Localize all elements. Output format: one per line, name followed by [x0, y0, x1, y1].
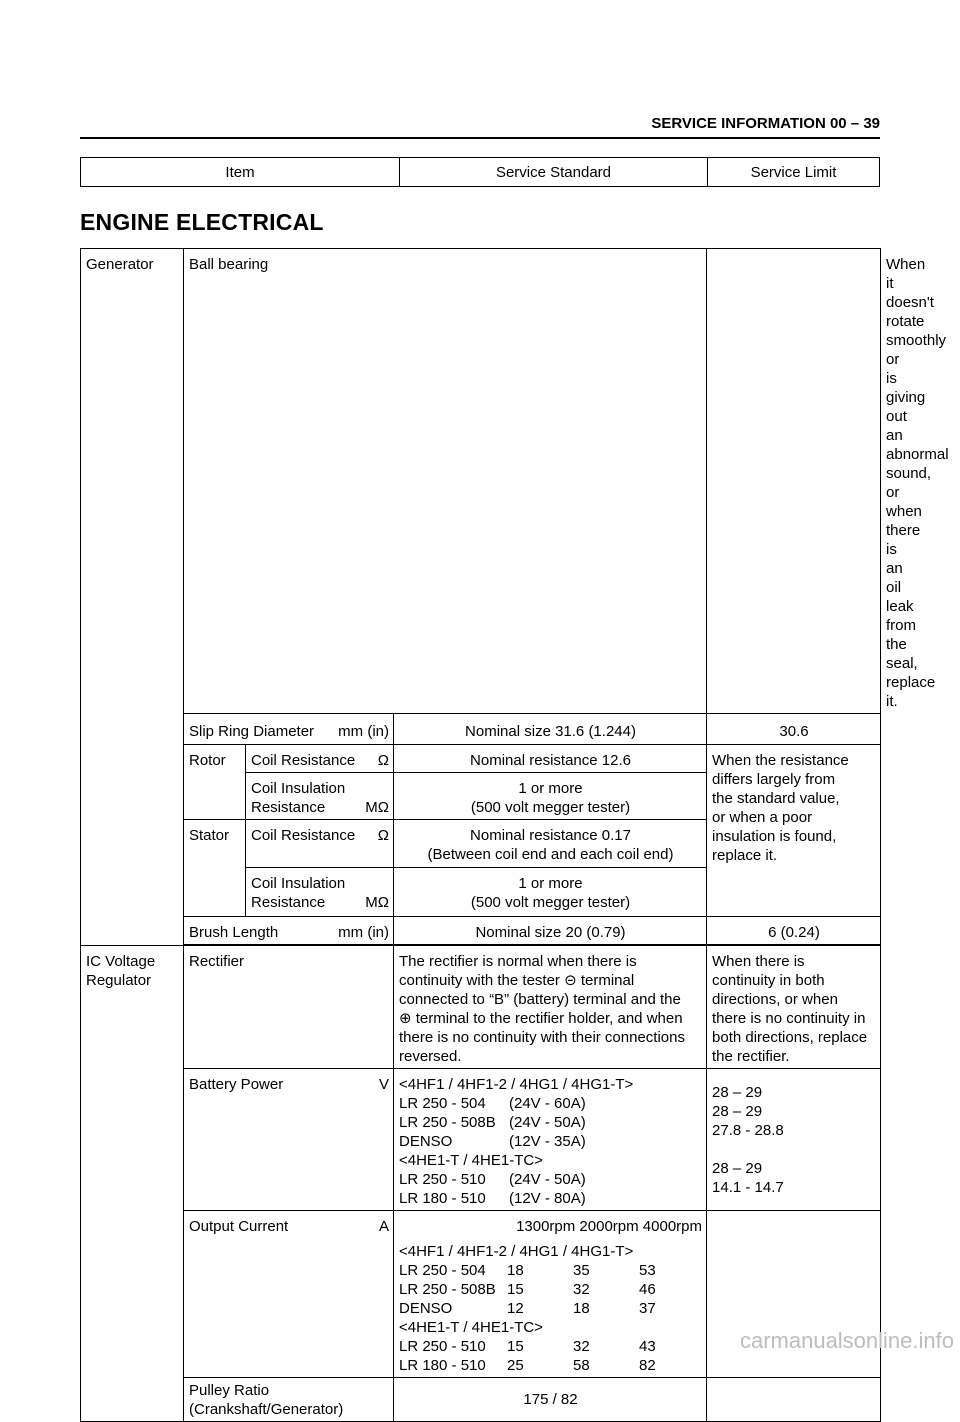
- resistance-limit: When the resistance differs largely from the standard value, or when a poor insulation is found, replace it.: [707, 745, 881, 917]
- header-rule: [80, 137, 880, 139]
- stator-coil-ins-item: Coil Insulation Resistance MΩ: [246, 868, 394, 917]
- output-standard: 1300rpm 2000rpm 4000rpm <4HF1 / 4HF1-2 / 4HG1 / 4HG1-T> LR 250 - 504 18 35 53 LR 250 - 508B 15 32 46 DENSO 12 18 37 <4HE1-T / 4HE1-TC> LR 250 - 510 15 32 43 LR 180 - 510 25 58 82: [394, 1211, 707, 1378]
- spec-table: [80, 248, 949, 1422]
- generator-label: Generator: [81, 249, 184, 946]
- col-item-header: Item: [81, 158, 400, 187]
- brush-item: Brush Length mm (in): [184, 917, 394, 945]
- page-header: SERVICE INFORMATION 00 – 39: [651, 115, 880, 132]
- ball-bearing-item: Ball bearing: [184, 249, 707, 714]
- section-title: ENGINE ELECTRICAL: [80, 209, 324, 235]
- table-row: [81, 946, 881, 1069]
- stator-coil-ins-standard: 1 or more (500 volt megger tester): [394, 868, 707, 917]
- battery-item: Battery Power V: [184, 1069, 394, 1211]
- table-row: [81, 1378, 881, 1422]
- rotor-coil-ins-item: Coil Insulation Resistance MΩ: [246, 773, 394, 820]
- regulator-label: IC Voltage Regulator: [81, 946, 184, 1422]
- brush-limit: 6 (0.24): [707, 917, 881, 945]
- rectifier-item: Rectifier: [184, 946, 394, 1069]
- pulley-standard: 175 / 82: [394, 1378, 707, 1422]
- table-row: [81, 917, 881, 945]
- watermark: carmanualsonline.info: [739, 1328, 954, 1353]
- rotor-coil-res-standard: Nominal resistance 12.6: [394, 745, 707, 773]
- pulley-limit: [707, 1378, 881, 1422]
- col-limit-header: Service Limit: [708, 158, 880, 187]
- table-row: [81, 714, 881, 745]
- table-row: [81, 1069, 881, 1211]
- rotor-coil-ins-standard: 1 or more (500 volt megger tester): [394, 773, 707, 820]
- brush-standard: Nominal size 20 (0.79): [394, 917, 707, 945]
- table-row: Generator Ball bearing When it doesn't rotate smoothly or is giving out an abnormal sound, or when there is an oil leak from the seal, replace it.: [81, 249, 881, 714]
- slip-ring-standard: Nominal size 31.6 (1.244): [394, 714, 707, 745]
- rotor-coil-res-item: Coil Resistance Ω: [246, 745, 394, 773]
- slip-ring-item: Slip Ring Diameter mm (in): [184, 714, 394, 745]
- column-header-table: [80, 157, 880, 187]
- rotor-label: Rotor: [184, 745, 246, 820]
- table-row: [81, 745, 881, 773]
- rectifier-standard: The rectifier is normal when there is continuity with the tester ⊝ terminal connected to “B” (battery) terminal and the ⊕ terminal to the rectifier holder, and when there is no continuity with their connections reversed.: [394, 946, 707, 1069]
- rectifier-limit: When there is continuity in both directions, or when there is no continuity in both directions, replace the rectifier.: [707, 946, 881, 1069]
- stator-coil-res-standard: Nominal resistance 0.17 (Between coil end and each coil end): [394, 820, 707, 868]
- stator-coil-res-item: Coil Resistance Ω: [246, 820, 394, 868]
- pulley-item: Pulley Ratio (Crankshaft/Generator): [184, 1378, 394, 1422]
- output-item: Output Current A: [184, 1211, 394, 1378]
- slip-ring-limit: 30.6: [707, 714, 881, 745]
- battery-standard: <4HF1 / 4HF1-2 / 4HG1 / 4HG1-T> LR 250 - 504 (24V - 60A) LR 250 - 508B (24V - 50A) DENSO (12V - 35A) <4HE1-T / 4HE1-TC> LR 250 - 510 (24V - 50A) LR 180 - 510 (12V - 80A): [394, 1069, 707, 1211]
- col-standard-header: Service Standard: [400, 158, 708, 187]
- battery-limit: 28 – 29 28 – 29 27.8 - 28.8 28 – 29 14.1 - 14.7: [707, 1069, 881, 1211]
- stator-label: Stator: [184, 820, 246, 917]
